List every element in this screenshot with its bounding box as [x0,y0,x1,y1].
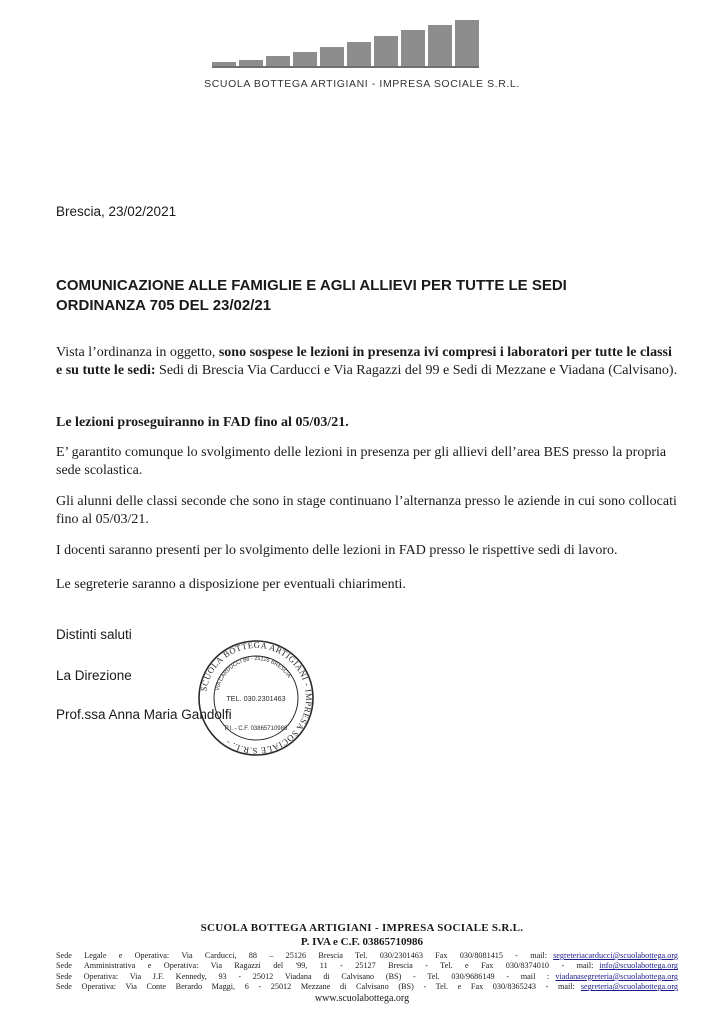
footer-address-text: Sede Operativa: Via J.F. Kennedy, 93 - 25012 Viadana di Calvisano (BS) - Tel. 030/9686149 - mail : [56,971,550,981]
letter-date: Brescia, 23/02/2021 [56,204,177,219]
footer-email-link[interactable]: info@scuolabottega.org [599,961,678,971]
logo-bars [212,18,500,70]
p1-bold: sono sospese le lezioni in presenza ivi compresi i laboratori per tutte le classi e su tutte le sedi: [56,345,672,378]
footer-address-text: Sede Legale e Operativa: Via Carducci, 88 – 25126 Brescia Tel. 030/2301463 Fax 030/8081415 - mail: [56,951,548,960]
direction-label: La Direzione [56,668,132,683]
footer-address-line [56,961,678,971]
footer-company-name: SCUOLA BOTTEGA ARTIGIANI - IMPRESA SOCIALE S.R.L. [200,922,524,934]
footer-address-line [56,951,678,961]
footer-email-link[interactable]: segreteria@scuolabottega.org [580,982,678,992]
footer-website-link[interactable]: www.scuolabottega.org [314,993,410,1004]
paragraph-fad: Le lezioni proseguiranno in FAD fino al 05/03/21. [56,415,349,430]
svg-text:TEL. 030.2301463: TEL. 030.2301463 [226,694,286,703]
paragraph-suspension [56,344,678,379]
header-company-name: SCUOLA BOTTEGA ARTIGIANI - IMPRESA SOCIALE S.R.L. [204,78,520,90]
company-stamp [196,638,316,758]
footer-address-text: Sede Operativa: Via Conte Berardo Maggi, 6 - 25012 Mezzane di Calvisano (BS) - Tel. e Fax 030/8365243 - mail: [56,982,575,992]
footer-vat: P. IVA e C.F. 03865710986 [300,936,424,948]
paragraph-stage: Gli alunni delle classi seconde che sono in stage continuano l’alternanza presso le aziende in cui sono collocati fino al 05/03/21. [56,494,677,527]
letter-title [56,276,676,316]
title-line-1: COMUNICAZIONE ALLE FAMIGLIE E AGLI ALLIEVI PER TUTTE LE SEDI [56,277,567,294]
paragraph-secretariat: Le segreterie saranno a disposizione per eventuali chiarimenti. [56,577,406,592]
footer-address-line [56,982,678,992]
footer-addresses [56,951,678,993]
footer-email-link[interactable]: viadanasegreteria@scuolabottega.org [555,971,678,981]
svg-text:SCUOLA BOTTEGA ARTIGIANI - IMP: SCUOLA BOTTEGA ARTIGIANI - IMPRESA SOCIALE S.R.L. - [198,639,315,757]
signer-name: Prof.ssa Anna Maria Gandolfi [56,707,232,722]
footer-email-link[interactable]: segreteriacarducci@scuolabottega.org [553,951,678,960]
title-line-2: ORDINANZA 705 DEL 23/02/21 [56,297,272,314]
footer-address-line [56,972,678,982]
p1-rest: Sedi di Brescia Via Carducci e Via Ragazzi del 99 e Sedi di Mezzane e Viadana (Calvisano). [155,362,678,378]
svg-text:VIA CARDUCCI 88 - 25126 BRESCI: VIA CARDUCCI 88 - 25126 BRESCIA [214,655,292,692]
svg-text:P.I. - C.F. 03865710986: P.I. - C.F. 03865710986 [224,726,288,732]
p1-intro: Vista l’ordinanza in oggetto, [56,345,219,360]
closing-salutation: Distinti saluti [56,627,132,642]
footer-address-text: Sede Amministrativa e Operativa: Via Ragazzi del '99, 11 - 25127 Brescia - Tel. e Fax 030/8374010 - mail: [56,961,594,971]
paragraph-teachers: I docenti saranno presenti per lo svolgimento delle lezioni in FAD presso le rispettive sedi di lavoro. [56,543,618,558]
paragraph-bes: E’ garantito comunque lo svolgimento delle lezioni in presenza per gli allievi dell’area BES presso la propria sede scolastica. [56,445,667,478]
